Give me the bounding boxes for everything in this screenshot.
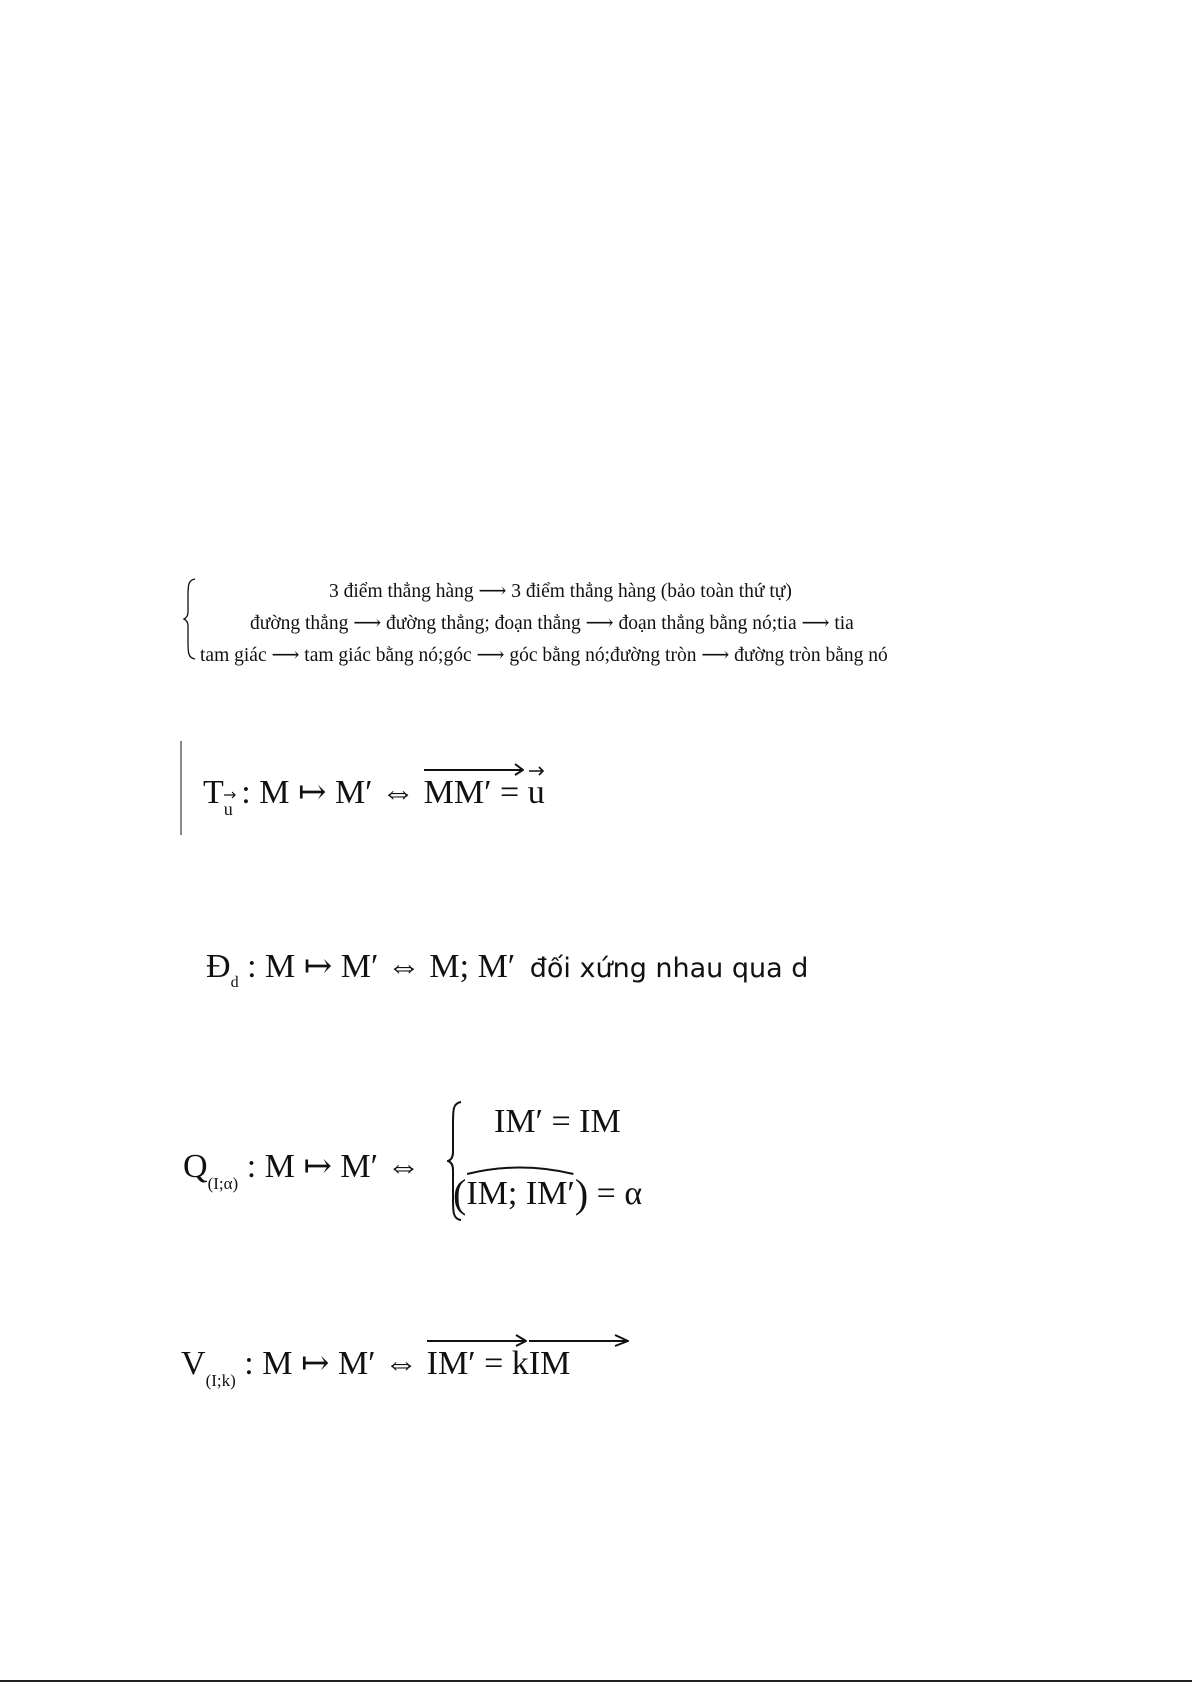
left-brace-icon bbox=[183, 578, 197, 660]
angle-arc-icon bbox=[466, 1165, 575, 1175]
vector-arrow-icon bbox=[427, 1333, 527, 1347]
property-line-collinear: 3 điểm thẳng hàng ⟶ 3 điểm thẳng hàng (bảo toàn thứ tự) bbox=[329, 581, 792, 602]
reflection-note: đối xứng nhau qua d bbox=[529, 953, 809, 984]
homothety-subscript: (I;k) bbox=[205, 1371, 236, 1390]
translation-mapping: : M ↦ M′ ⇔ bbox=[232, 774, 424, 811]
rotation-mapping: : M ↦ M′ ⇔ bbox=[238, 1148, 421, 1185]
rotation-formula bbox=[183, 1148, 421, 1193]
homothety-mapping: : M ↦ M′ ⇔ bbox=[235, 1345, 427, 1382]
translation-rhs-vector: u bbox=[528, 776, 545, 810]
homothety-rhs-prefix: = k bbox=[475, 1345, 529, 1382]
reflection-formula bbox=[206, 948, 809, 991]
homothety-rhs-vector: IM bbox=[529, 1347, 571, 1381]
page-bottom-rule bbox=[0, 1680, 1192, 1682]
vector-arrow-icon bbox=[529, 1333, 629, 1347]
margin-bar bbox=[180, 741, 182, 835]
property-line-lines: đường thẳng ⟶ đường thẳng; đoạn thẳng ⟶ đoạn thẳng bằng nó;tia ⟶ tia bbox=[250, 613, 854, 634]
rotation-symbol: Q bbox=[183, 1148, 208, 1185]
paren-open: ( bbox=[453, 1171, 467, 1216]
reflection-subscript: d bbox=[230, 974, 239, 991]
reflection-symbol: Đ bbox=[206, 948, 231, 985]
translation-formula bbox=[203, 774, 545, 819]
reflection-mapping: : M ↦ M′ ⇔ M; M′ bbox=[238, 948, 516, 985]
vector-arrow-icon bbox=[424, 762, 524, 776]
homothety-vector: IM′ bbox=[427, 1347, 476, 1381]
homothety-symbol: V bbox=[181, 1345, 206, 1382]
rotation-line-1: IM′ = IM bbox=[494, 1103, 621, 1140]
paren-close: ) bbox=[574, 1171, 589, 1216]
vector-arrow-icon bbox=[528, 766, 544, 776]
translation-subscript: u bbox=[224, 800, 233, 818]
property-line-triangles: tam giác ⟶ tam giác bằng nó;góc ⟶ góc bằng nó;đường tròn ⟶ đường tròn bằng nó bbox=[200, 645, 888, 666]
translation-rhs-prefix: = bbox=[491, 774, 528, 811]
rotation-subscript: (I;α) bbox=[207, 1174, 239, 1193]
rotation-line-2-suffix: = α bbox=[588, 1175, 643, 1212]
translation-symbol: T bbox=[203, 774, 224, 811]
rotation-angle: IM; IM′ bbox=[466, 1177, 575, 1211]
translation-vector: MM′ bbox=[424, 776, 492, 810]
homothety-formula bbox=[181, 1345, 571, 1390]
rotation-line-2 bbox=[453, 1171, 643, 1216]
vector-arrow-icon bbox=[224, 791, 236, 799]
